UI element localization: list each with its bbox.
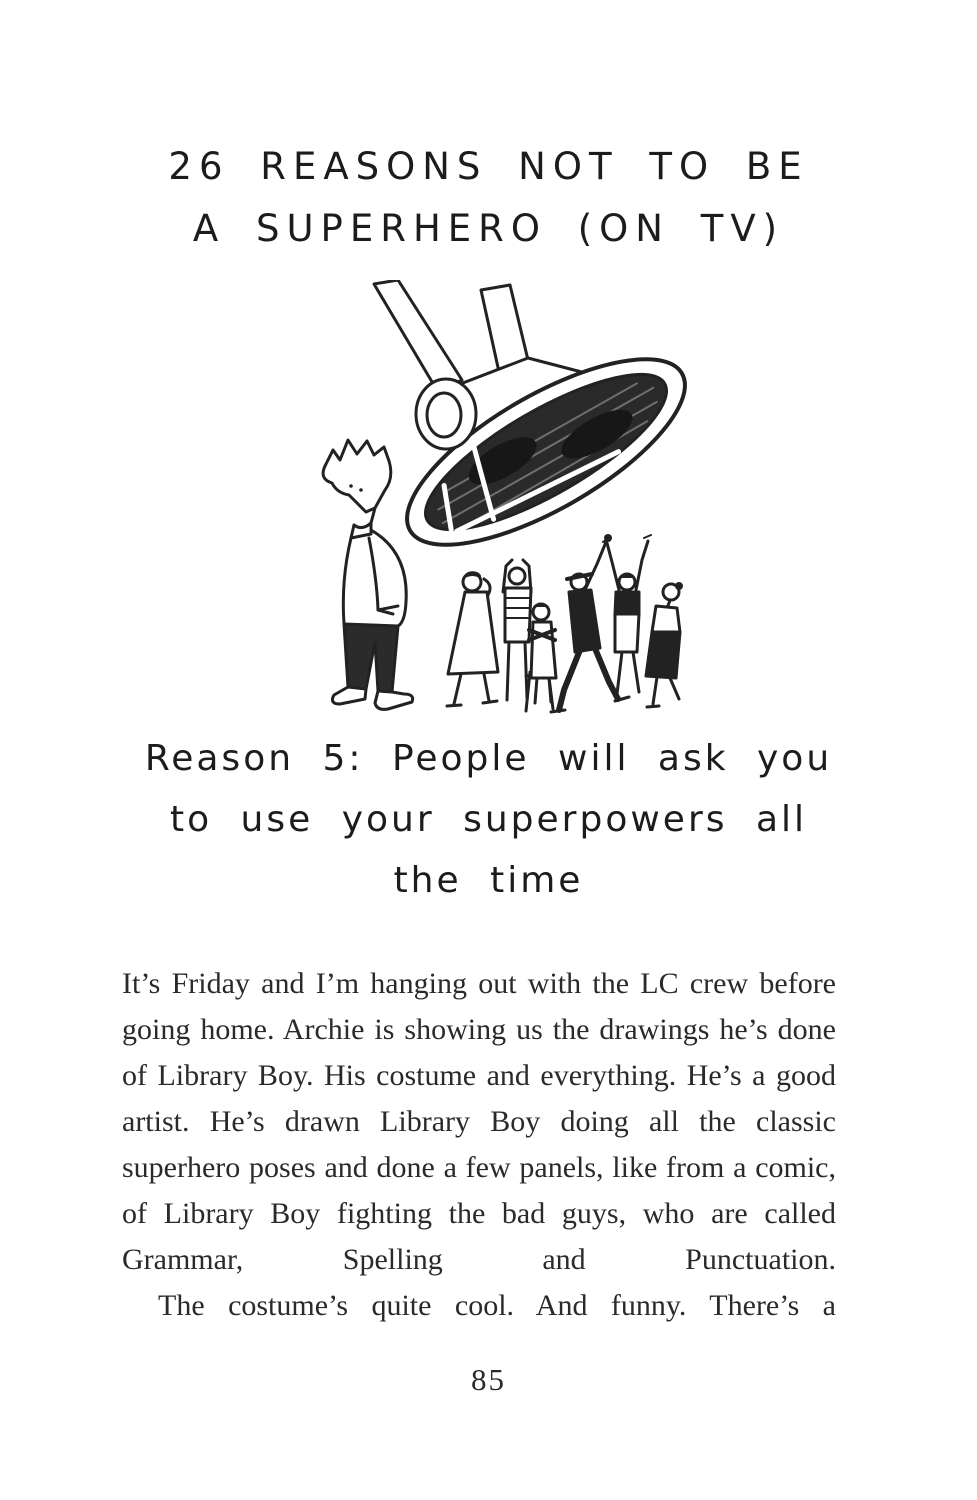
reason-heading: [0, 728, 977, 911]
reason-heading-line-3: the time: [393, 860, 584, 901]
spotlight-arm-right: [481, 285, 528, 372]
man-trousers: [344, 624, 398, 692]
crowd-figure-coat-lady: [447, 571, 498, 706]
body-text: [122, 961, 836, 1329]
spotlight-arm-left: [374, 280, 462, 392]
body-paragraph-1: It’s Friday and I’m hanging out with the LC crew before going home. Archie is showing us the drawings he’s done of Library Boy. His costume and everything. He’s a good artist. He’s drawn Library Boy doing all the classic superhero poses and done a few panels, like from a comic, of Library Boy fighting the bad guys, who are called Grammar, Spelling and Punctuation.: [122, 967, 836, 1276]
slouching-man: [323, 440, 413, 709]
chapter-title: [0, 136, 977, 260]
crowd-figure-kid: [529, 604, 556, 704]
spotlight-over-crowd-illustration: [279, 280, 699, 716]
page-number: 85: [471, 1362, 506, 1397]
crowd-figure-leaning-back: [646, 582, 683, 707]
chapter-title-line-2: A SUPERHERO (ON TV): [192, 207, 785, 250]
man-arm: [369, 538, 393, 614]
crowd-figure-hands-on-head: [503, 560, 531, 700]
reason-heading-line-2: to use your superpowers all: [169, 799, 808, 840]
man-spiky-hair: [325, 440, 389, 466]
illustration-container: [0, 280, 977, 716]
man-shoe-left: [332, 687, 366, 704]
man-shoe-right: [375, 691, 413, 709]
body-paragraph-2: The costume’s quite cool. And funny. There’s a: [158, 1289, 836, 1322]
chapter-title-line-1: 26 REASONS NOT TO BE: [168, 145, 809, 188]
crowd-reaching-up: [447, 534, 683, 712]
man-face: [323, 466, 375, 528]
reason-heading-line-1: Reason 5: People will ask you: [144, 738, 833, 779]
crowd-figure-arms-raised: [603, 535, 651, 694]
